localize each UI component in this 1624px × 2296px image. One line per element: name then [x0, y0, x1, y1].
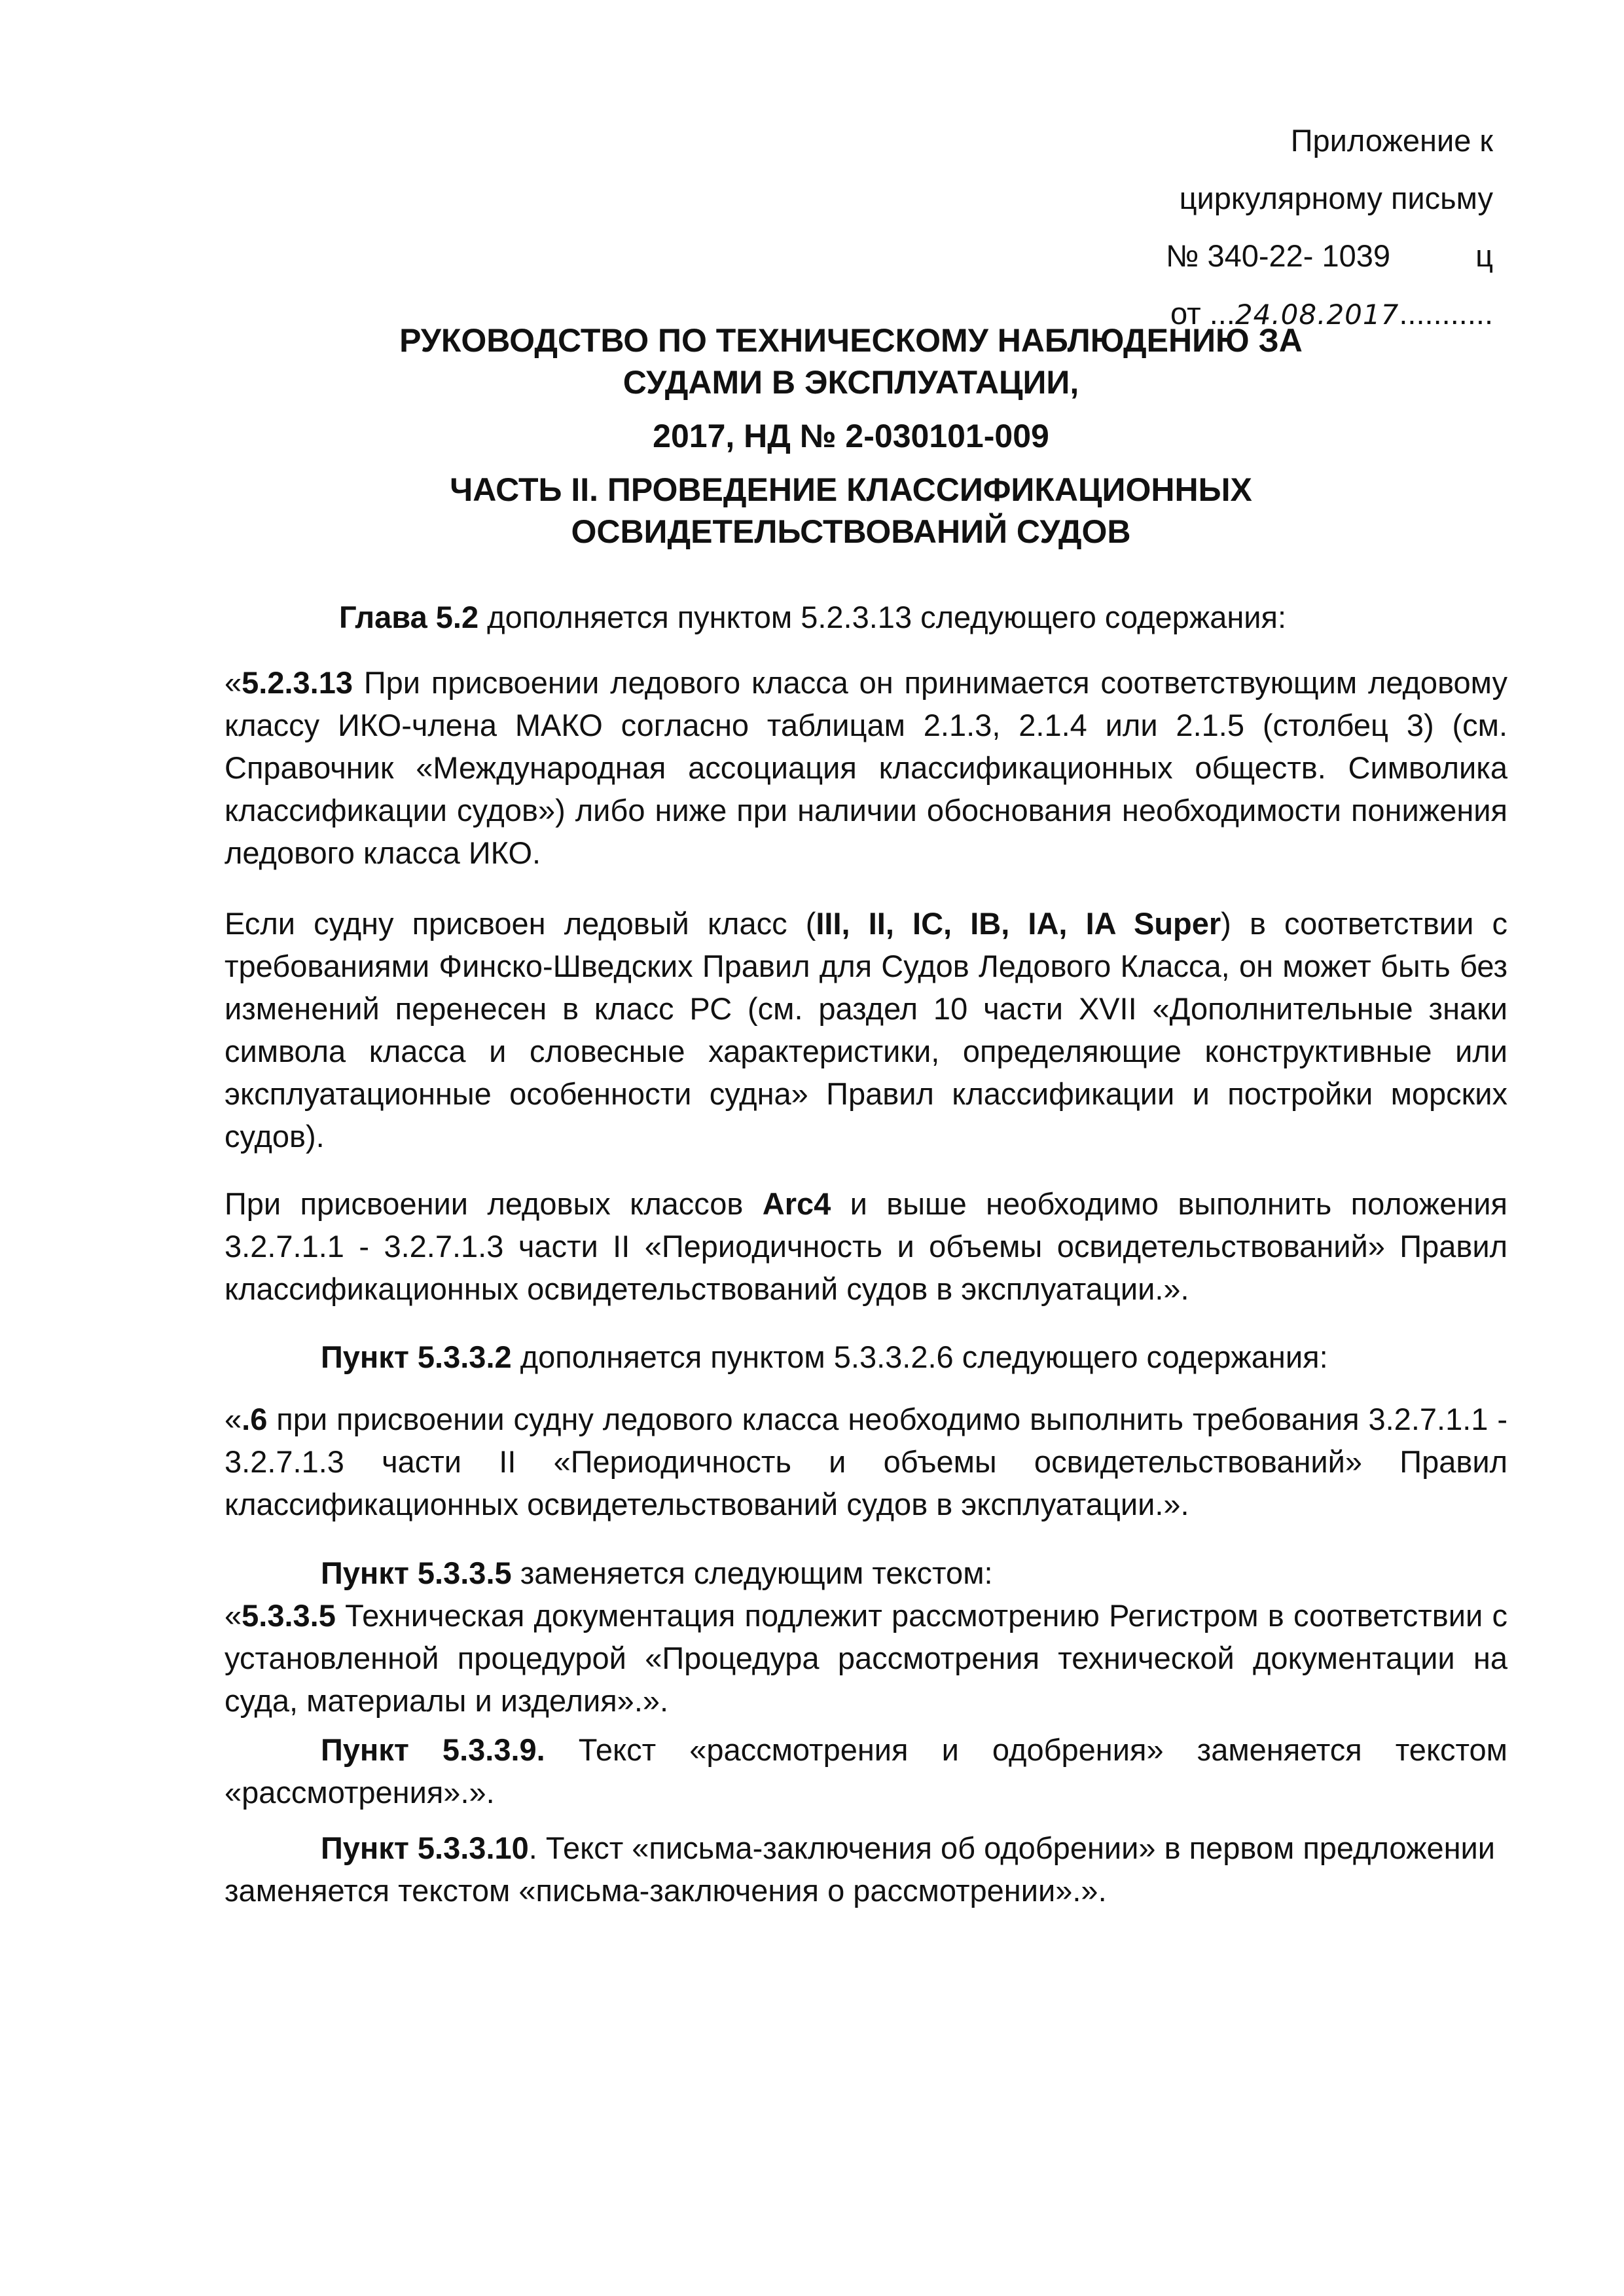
- section-4-paragraph: [225, 1728, 1507, 1813]
- paragraph-text: . Текст «письма-заключения об одобрении» в первом предложении заменяется текстом «письма-заключения о рассмотрении».».: [225, 1831, 1496, 1908]
- section-1-ref: Глава 5.2: [339, 600, 479, 634]
- section-1-paragraph-1: [225, 661, 1507, 874]
- section-3-ref: Пункт 5.3.3.5: [321, 1556, 512, 1590]
- quote-open: «: [225, 1598, 242, 1633]
- section-2-intro-text: дополняется пунктом 5.3.3.2.6 следующего содержания:: [511, 1339, 1328, 1374]
- paragraph-text: ) в соответствии с требованиями Финско-Шведских Правил для Судов Ледового Класса, он может быть без изменений перенесен в класс РС (см. раздел 10 части XVII «Дополнительные знаки символа класса и словесные характеристики, определяющие конструктивные или эксплуатационные особенности судна» Правил классификации и постройки морских судов).: [225, 906, 1507, 1154]
- paragraph-text: При присвоении ледового класса он принимается соответствующим ледовому классу ИКО-члена МАКО согласно таблицам 2.1.3, 2.1.4 или 2.1.5 (столбец 3) (см. Справочник «Международная ассоциация классификационных обществ. Символика классификации судов») либо ниже при наличии обоснования необходимости понижения ледового класса ИКО.: [225, 665, 1507, 870]
- quote-open: «: [225, 1402, 242, 1436]
- title-line-1: РУКОВОДСТВО ПО ТЕХНИЧЕСКОМУ НАБЛЮДЕНИЮ ЗА СУДАМИ В ЭКСПЛУАТАЦИИ,: [399, 322, 1303, 401]
- section-1-intro: [225, 596, 1507, 638]
- section-2-ref: Пункт 5.3.3.2: [321, 1339, 512, 1374]
- appendix-line-1: Приложение к: [1290, 123, 1493, 158]
- paragraph-text: и выше необходимо выполнить положения 3.2.7.1.1 - 3.2.7.1.3 части II «Периодичность и объемы освидетельствований» Правил классификационных освидетельствований судов в эксплуатации.».: [225, 1186, 1507, 1306]
- paragraph-text: При присвоении ледовых классов: [225, 1186, 763, 1221]
- paragraph-text: Если судну присвоен ледовый класс (: [225, 906, 816, 941]
- section-1-paragraph-3: [225, 1182, 1507, 1310]
- section-2-intro: [225, 1336, 1507, 1378]
- section-2-paragraph-1: [225, 1398, 1507, 1525]
- section-4-ref: Пункт 5.3.3.9.: [321, 1732, 545, 1767]
- section-5-paragraph: [225, 1827, 1507, 1912]
- clause-number: 5.2.3.13: [242, 665, 353, 700]
- quote-open: «: [225, 665, 242, 700]
- date-suffix: ...........: [1399, 296, 1493, 331]
- ice-classes: III, II, IC, IB, IA, IA Super: [816, 906, 1221, 941]
- title-line-2: 2017, НД № 2-030101-009: [653, 418, 1049, 454]
- appendix-line-2: циркулярному письму: [1179, 181, 1493, 215]
- section-3-intro: [225, 1552, 1507, 1594]
- section-1-paragraph-2: [225, 902, 1507, 1157]
- letter-number: № 340-22- 1039: [1165, 238, 1391, 273]
- title-line-3: ЧАСТЬ II. ПРОВЕДЕНИЕ КЛАССИФИКАЦИОННЫХ ОСВИДЕТЕЛЬСТВОВАНИЙ СУДОВ: [450, 471, 1252, 550]
- paragraph-text: Текст «рассмотрения и одобрения» заменяется текстом «рассмотрения».».: [225, 1732, 1507, 1810]
- clause-number: .6: [242, 1402, 268, 1436]
- paragraph-text: Техническая документация подлежит рассмотрению Регистром в соответствии с установленной процедурой «Процедура рассмотрения технической документации на суда, материалы и изделия».».: [225, 1598, 1507, 1718]
- letter-date: 24.08.2017: [1235, 299, 1399, 331]
- section-3-paragraph-1: [225, 1594, 1507, 1722]
- ice-class-arc4: Arc4: [762, 1186, 831, 1221]
- paragraph-text: при присвоении судну ледового класса необходимо выполнить требования 3.2.7.1.1 - 3.2.7.1.3 части II «Периодичность и объемы освидетельствований» Правил классификационных освидетельствований судов в эксплуатации.».: [225, 1402, 1507, 1522]
- document-title: [229, 319, 1473, 553]
- section-5-ref: Пункт 5.3.3.10: [321, 1831, 529, 1865]
- section-1-intro-text: дополняется пунктом 5.2.3.13 следующего содержания:: [478, 600, 1287, 634]
- clause-number: 5.3.3.5: [242, 1598, 336, 1633]
- letter-number-suffix: ц: [1475, 238, 1493, 273]
- date-prefix: от ...: [1170, 296, 1235, 331]
- section-3-intro-text: заменяется следующим текстом:: [511, 1556, 993, 1590]
- appendix-number-line: [1035, 240, 1493, 297]
